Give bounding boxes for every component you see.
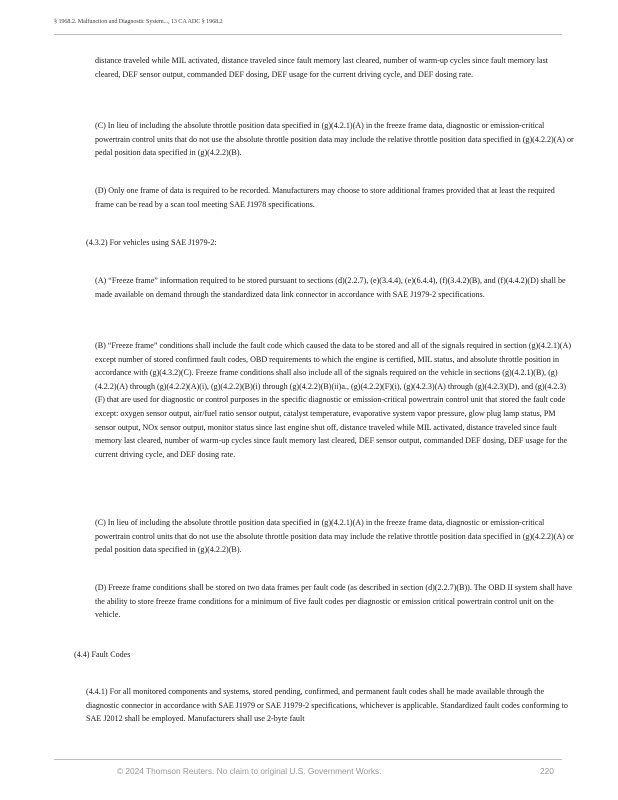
paragraph-4-3-2-d: (D) Freeze frame conditions shall be stored on two data frames per fault code (as described in section (d)(2.2.7)(B)). The OBD II system shall have the ability to store freeze frame conditions for a minimum of five fault codes per diagnostic or emission critical powertrain control unit on the vehicle.	[95, 583, 573, 620]
heading-4-4-fault-codes: (4.4) Fault Codes	[74, 650, 131, 659]
header-divider	[54, 34, 562, 35]
paragraph-4-4-1: (4.4.1) For all monitored components and systems, stored pending, confirmed, and permanent fault codes shall be made available through the diagnostic connector in accordance with SAE J1979 or SAE J1979-2 specifications, whichever is applicable. Standardized fault codes conforming to SAE J2012 shall be employed. Manufacturers shall use 2-byte fault	[86, 687, 568, 724]
paragraph-4-3-1-d: (D) Only one frame of data is required to be recorded. Manufacturers may choose to store additional frames provided that at least the required frame can be read by a scan tool meeting SAE J1978 specifications.	[95, 186, 555, 209]
footer-divider	[54, 759, 562, 760]
running-head: § 1968.2. Malfunction and Diagnostic System..., 13 CA ADC § 1968.2	[54, 18, 223, 25]
paragraph-freeze-frame-continued: distance traveled while MIL activated, distance traveled since fault memory last cleared, number of warm-up cycles since fault memory last cleared, DEF sensor output, commanded DEF dosing, DEF usage for the current driving cycle, and DEF dosing rate.	[95, 56, 548, 79]
page-number: 220	[540, 766, 554, 776]
paragraph-4-3-2-b: (B) “Freeze frame” conditions shall include the fault code which caused the data to be stored and all of the signals required in section (g)(4.2.1)(A) except number of stored confirmed fault codes, OBD requirements to which the engine is certified, MIL status, and absolute throttle position in accordance with (g)(4.3.2)(C). Freeze frame conditions shall also include all of the signals required on the vehicle in sections (g)(4.2.1)(B), (g)(4.2.2)(A) through (g)(4.2.2)(A)(i), (g)(4.2.2)(B)(i) through (g)(4.2.2)(B)(ii)a., (g)(4.2.2)(F)(i), (g)(4.2.3)(A) through (g)(4.2.3)(D), and (g)(4.2.3)(F) that are used for diagnostic or control purposes in the specific diagnostic or emission-critical powertrain control unit that stored the fault code except: oxygen sensor output, air/fuel ratio sensor output, catalyst temperature, evaporative system vapor pressure, glow plug lamp status, PM sensor output, NOx sensor output, monitor status since last engine shut off, distance traveled while MIL activated, distance traveled since fault memory last cleared, number of warm-up cycles since fault memory last cleared, DEF sensor output, commanded DEF dosing, DEF usage for the current driving cycle, and DEF dosing rate.	[95, 341, 572, 459]
paragraph-4-3-2-c: (C) In lieu of including the absolute throttle position data specified in (g)(4.2.1)(A) in the freeze frame data, diagnostic or emission-critical powertrain control units that do not use the absolute throttle position data may include the relative throttle position data specified in (g)(4.2.2)(A) or pedal position data specified in (g)(4.2.2)(B).	[95, 518, 574, 555]
paragraph-4-3-1-c: (C) In lieu of including the absolute throttle position data specified in (g)(4.2.1)(A) in the freeze frame data, diagnostic or emission-critical powertrain control units that do not use the absolute throttle position data may include the relative throttle position data specified in (g)(4.2.2)(A) or pedal position data specified in (g)(4.2.2)(B).	[95, 121, 574, 158]
paragraph-4-3-2-a: (A) “Freeze frame” information required to be stored pursuant to sections (d)(2.2.7), (e)(3.4.4), (e)(6.4.4), (f)(3.4.2)(B), and (f)(4.4.2)(D) shall be made available on demand through the standardized data link connector in accordance with SAE J1979-2 specifications.	[95, 276, 566, 299]
footer-copyright: © 2024 Thomson Reuters. No claim to original U.S. Government Works.	[117, 766, 382, 776]
heading-4-3-2: (4.3.2) For vehicles using SAE J1979-2:	[86, 238, 217, 247]
